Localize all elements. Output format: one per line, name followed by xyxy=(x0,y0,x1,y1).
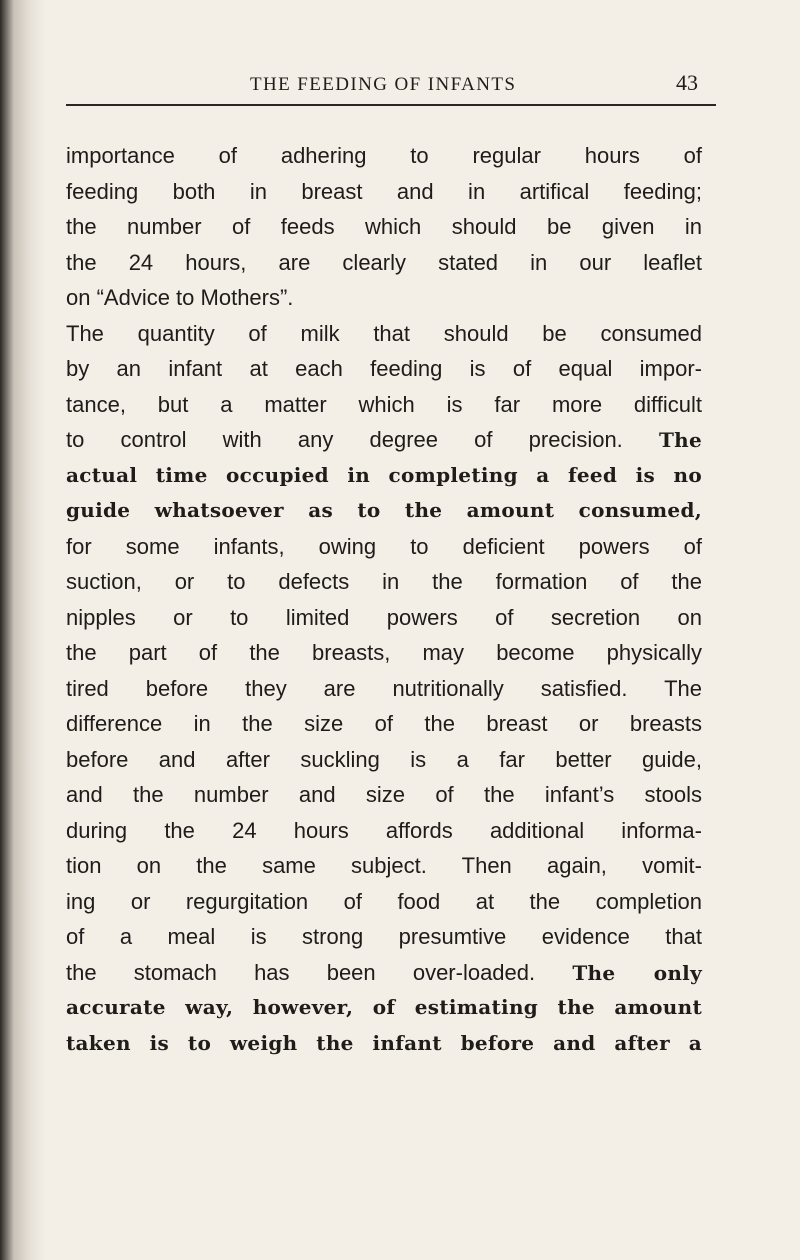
text-line-bold: actual time occupied in completing a feed is no xyxy=(66,462,702,487)
text-line: importance of adhering to regular hours of xyxy=(66,143,702,168)
page-number: 43 xyxy=(676,70,698,95)
text-line-bold: taken is to weigh the infant before and after a xyxy=(66,1030,702,1055)
text-line xyxy=(66,422,702,458)
text-line: by an infant at each feeding is of equal impor- xyxy=(66,356,702,381)
text-line: tion on the same subject. Then again, vomit- xyxy=(66,853,702,878)
text-line: during the 24 hours affords additional informa- xyxy=(66,817,702,843)
text-line-regular: the stomach has been over-loaded. xyxy=(66,959,536,985)
text-line: before and after suckling is a far better guide, xyxy=(66,746,702,772)
book-gutter-shadow xyxy=(0,0,46,1260)
page-header xyxy=(66,70,716,106)
text-line: The quantity of milk that should be consumed xyxy=(66,320,702,346)
text-line: for some infants, owing to deficient powers of xyxy=(66,533,702,559)
text-line: tance, but a matter which is far more difficult xyxy=(66,391,702,417)
text-line: the 24 hours, are clearly stated in our leaflet xyxy=(66,249,702,275)
text-line-bold: The only xyxy=(572,960,702,985)
text-line: difference in the size of the breast or breasts xyxy=(66,711,702,736)
text-line: tired before they are nutritionally satisfied. The xyxy=(66,675,702,701)
text-line: the number of feeds which should be given in xyxy=(66,214,702,239)
running-head: THE FEEDING OF INFANTS xyxy=(250,74,517,95)
text-line: nipples or to limited powers of secretion on xyxy=(66,604,702,630)
text-line: suction, or to defects in the formation of the xyxy=(66,569,702,594)
text-line xyxy=(66,955,702,991)
text-line-regular: to control with any degree of precision. xyxy=(66,427,623,452)
text-line: on “Advice to Mothers”. xyxy=(66,285,294,310)
text-line: and the number and size of the infant’s stools xyxy=(66,782,702,807)
text-line: ing or regurgitation of food at the completion xyxy=(66,888,702,914)
text-line-bold: guide whatsoever as to the amount consumed, xyxy=(66,498,702,522)
text-line-bold: accurate way, however, of estimating the amount xyxy=(66,995,702,1019)
text-line: of a meal is strong presumtive evidence that xyxy=(66,924,702,949)
text-line: the part of the breasts, may become physically xyxy=(66,640,702,665)
body-text xyxy=(66,138,716,1061)
book-page xyxy=(66,70,716,1061)
text-line-bold: The xyxy=(658,428,702,452)
text-line: feeding both in breast and in artifical feeding; xyxy=(66,178,702,204)
